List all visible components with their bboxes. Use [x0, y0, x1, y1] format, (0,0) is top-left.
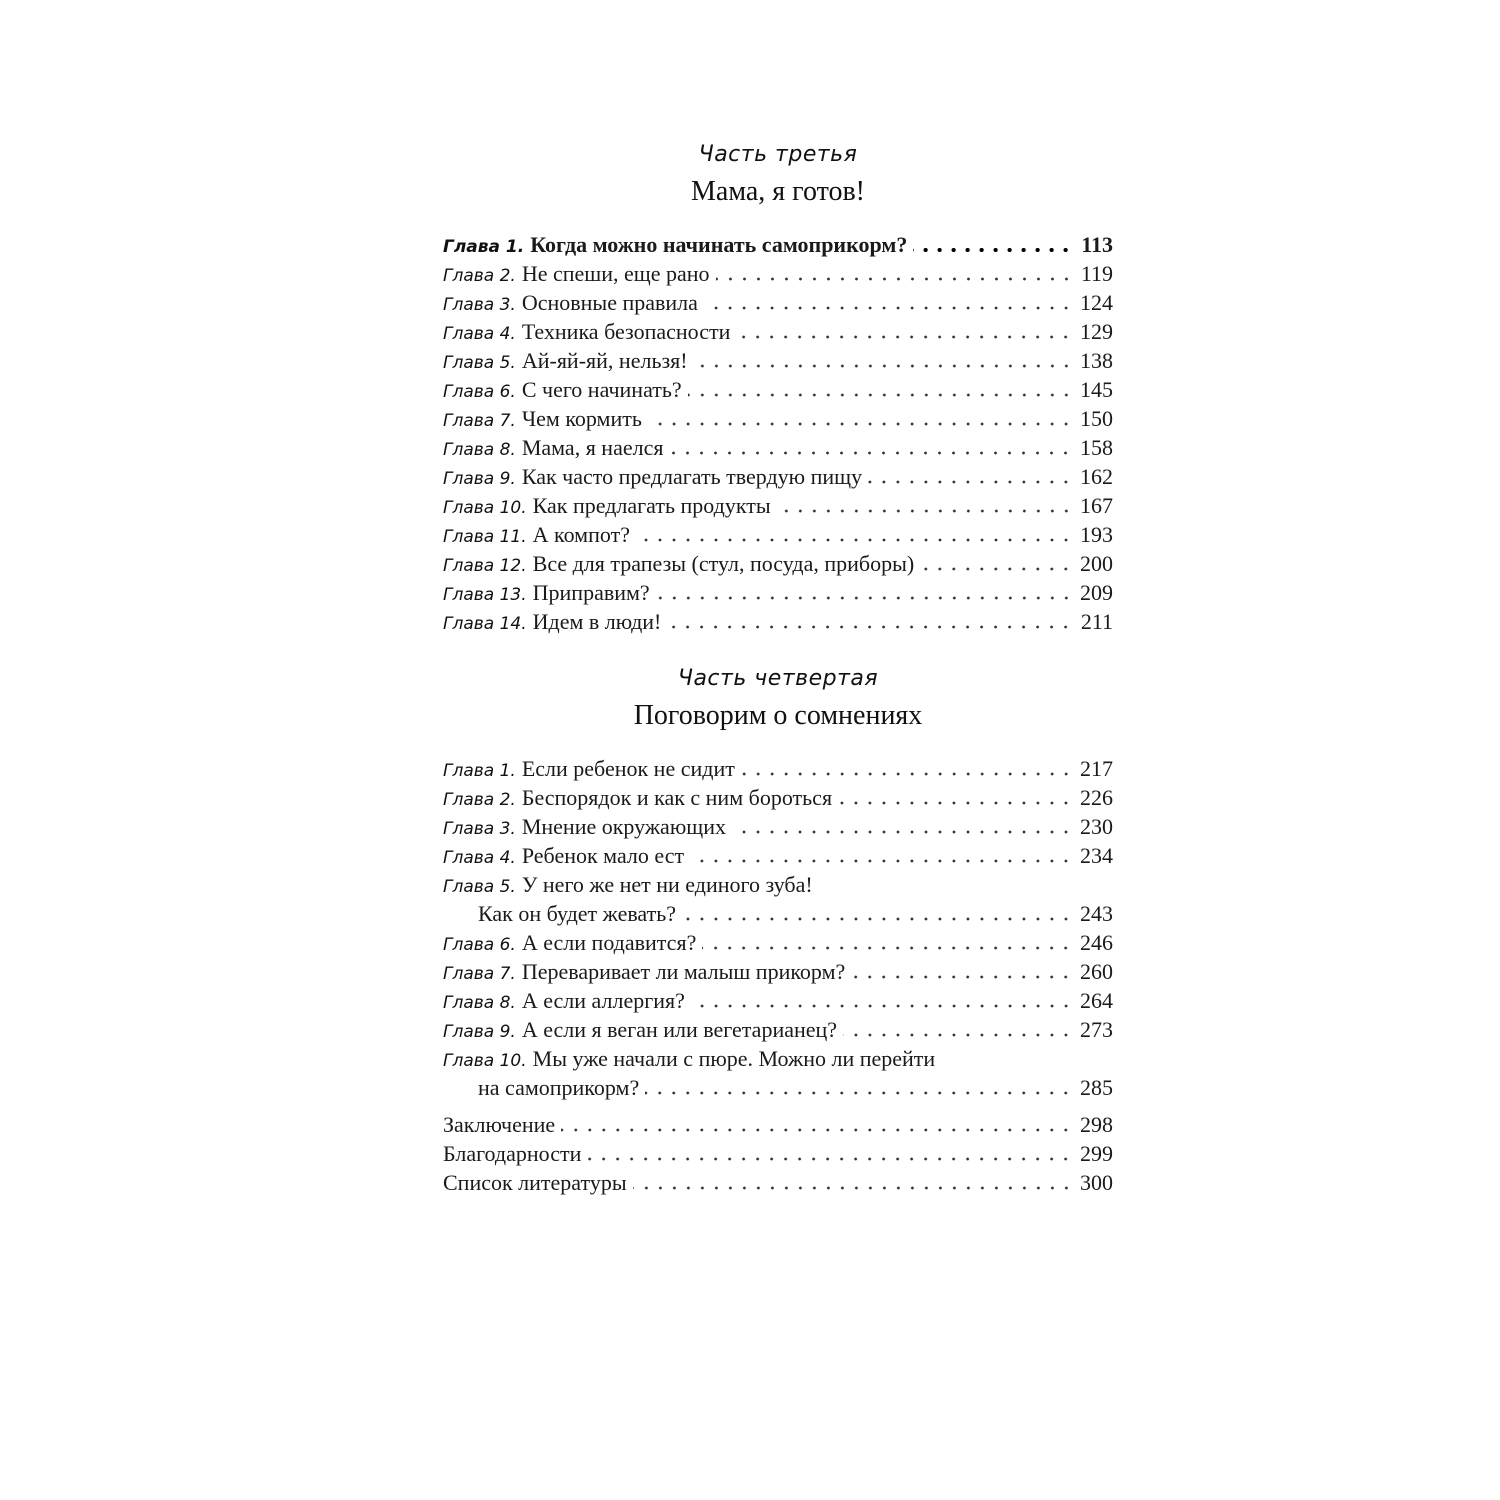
dot-leader: [732, 830, 1073, 834]
entry-title: Не спеши, еще рано: [521, 261, 710, 286]
toc-entry: [443, 812, 1113, 841]
dot-leader: [920, 567, 1073, 571]
page-number: 162: [1080, 464, 1113, 489]
toc-entry: [443, 230, 1113, 259]
dot-leader: [741, 772, 1073, 776]
entry-title: Список литературы: [443, 1170, 627, 1195]
dot-leader: [702, 946, 1073, 950]
dot-leader: [691, 1004, 1073, 1008]
toc-entry-multiline: [443, 870, 1113, 928]
toc-page: [443, 138, 1113, 1197]
chapter-label: Глава 8.: [443, 993, 516, 1013]
entry-title: Все для трапезы (стул, посуда, приборы): [532, 551, 915, 576]
entry-title: Как часто предлагать твердую пищу: [521, 464, 863, 489]
toc-entry-second-line: [443, 899, 1113, 928]
part-three-label: Часть третья: [698, 142, 858, 167]
page-number: 124: [1080, 290, 1113, 315]
toc-entry: [443, 607, 1113, 636]
entry-title: Ай-яй-яй, нельзя!: [521, 348, 688, 373]
back-matter-toc: [443, 1110, 1113, 1197]
dot-leader: [851, 975, 1073, 979]
chapter-label: Глава 2.: [443, 266, 516, 286]
entry-title: С чего начинать?: [521, 377, 682, 402]
dot-leader: [636, 538, 1073, 542]
entry-title: Беспорядок и как с ним бороться: [521, 785, 833, 810]
page-number: 260: [1080, 959, 1113, 984]
dot-leader: [669, 451, 1073, 455]
dot-leader: [690, 859, 1073, 863]
chapter-label: Глава 1.: [443, 237, 525, 257]
chapter-label: Глава 1.: [443, 761, 516, 781]
part-four-toc: [443, 754, 1113, 1102]
page-number: 167: [1080, 493, 1113, 518]
dot-leader: [838, 801, 1073, 805]
toc-entry-second-line: [443, 1073, 1113, 1102]
toc-entry: [443, 841, 1113, 870]
dot-leader: [587, 1157, 1073, 1161]
entry-title: Как предлагать продукты: [532, 493, 771, 518]
toc-entry: [443, 375, 1113, 404]
entry-title: Мама, я наелся: [521, 435, 664, 460]
dot-leader: [736, 335, 1073, 339]
toc-entry: [443, 404, 1113, 433]
chapter-label: Глава 3.: [443, 295, 516, 315]
page-number: 113: [1081, 232, 1113, 257]
toc-entry: [443, 1015, 1113, 1044]
chapter-label: Глава 13.: [443, 585, 527, 605]
dot-leader: [633, 1186, 1073, 1190]
page-number: 299: [1080, 1141, 1113, 1166]
page-number: 246: [1080, 930, 1113, 955]
toc-entry: [443, 462, 1113, 491]
entry-title-continued: на самоприкорм?: [478, 1075, 640, 1100]
page-number: 211: [1080, 609, 1113, 634]
toc-entry: [443, 520, 1113, 549]
chapter-label: Глава 8.: [443, 440, 516, 460]
page-number: 300: [1080, 1170, 1113, 1195]
dot-leader: [667, 625, 1073, 629]
page-number: 138: [1080, 348, 1113, 373]
chapter-label: Глава 6.: [443, 382, 516, 402]
chapter-label: Глава 5.: [443, 353, 516, 373]
entry-title: Заключение: [443, 1112, 556, 1137]
part-four-title: Поговорим о сомнениях: [633, 700, 923, 731]
page-number: 158: [1080, 435, 1113, 460]
dot-leader: [868, 480, 1073, 484]
toc-entry: [443, 491, 1113, 520]
chapter-label: Глава 9.: [443, 1022, 516, 1042]
entry-title: Ребенок мало ест: [521, 843, 685, 868]
chapter-label: Глава 7.: [443, 964, 516, 984]
part-three-toc: [443, 230, 1113, 636]
toc-entry: [443, 783, 1113, 812]
entry-title-continued: Как он будет жевать?: [478, 901, 677, 926]
toc-entry: [443, 317, 1113, 346]
page-number: 129: [1080, 319, 1113, 344]
toc-entry: [443, 1139, 1113, 1168]
dot-leader: [682, 917, 1073, 921]
part-three-title: Мама, я готов!: [691, 176, 865, 207]
toc-entry: [443, 957, 1113, 986]
toc-entry-first-line: [443, 1044, 1113, 1073]
toc-entry-first-line: [443, 870, 1113, 899]
page-number: 145: [1080, 377, 1113, 402]
part-four-label: Часть четвертая: [677, 666, 879, 691]
toc-entry: [443, 928, 1113, 957]
page-number: 264: [1080, 988, 1113, 1013]
entry-title: А если я веган или вегетарианец?: [521, 1017, 838, 1042]
page-number: 193: [1080, 522, 1113, 547]
toc-entry: [443, 549, 1113, 578]
toc-entry: [443, 1110, 1113, 1139]
entry-title: А если подавится?: [521, 930, 697, 955]
entry-title: Когда можно начинать самоприкорм?: [530, 232, 908, 257]
chapter-label: Глава 14.: [443, 614, 527, 634]
page-number: 234: [1080, 843, 1113, 868]
chapter-label: Глава 9.: [443, 469, 516, 489]
toc-entry: [443, 986, 1113, 1015]
page-number: 217: [1080, 756, 1113, 781]
page-number: 226: [1080, 785, 1113, 810]
dot-leader: [777, 509, 1073, 513]
chapter-label: Глава 5.: [443, 877, 516, 897]
toc-entry: [443, 346, 1113, 375]
page-number: 150: [1080, 406, 1113, 431]
toc-entry-multiline: [443, 1044, 1113, 1102]
chapter-label: Глава 11.: [443, 527, 527, 547]
entry-title: А компот?: [532, 522, 630, 547]
dot-leader: [656, 596, 1073, 600]
dot-leader: [694, 364, 1073, 368]
dot-leader: [648, 422, 1073, 426]
entry-title: У него же нет ни единого зуба!: [521, 872, 813, 897]
chapter-label: Глава 12.: [443, 556, 527, 576]
toc-entry: [443, 578, 1113, 607]
dot-leader: [704, 306, 1073, 310]
page-number: 273: [1080, 1017, 1113, 1042]
entry-title: Мнение окружающих: [521, 814, 726, 839]
chapter-label: Глава 6.: [443, 935, 516, 955]
entry-title: Переваривает ли малыш прикорм?: [521, 959, 846, 984]
dot-leader: [716, 277, 1073, 281]
entry-title: Благодарности: [443, 1141, 582, 1166]
entry-title: А если аллергия?: [521, 988, 685, 1013]
page-number: 230: [1080, 814, 1113, 839]
entry-title: Техника безопасности: [521, 319, 731, 344]
entry-title: Если ребенок не сидит: [521, 756, 735, 781]
entry-title: Мы уже начали с пюре. Можно ли перейти: [532, 1046, 936, 1071]
page-number: 209: [1080, 580, 1113, 605]
chapter-label: Глава 4.: [443, 324, 516, 344]
page-number: 243: [1080, 901, 1113, 926]
page-number: 298: [1080, 1112, 1113, 1137]
entry-title: Идем в люди!: [532, 609, 662, 634]
dot-leader: [688, 393, 1073, 397]
chapter-label: Глава 10.: [443, 498, 527, 518]
page-number: 119: [1080, 261, 1113, 286]
chapter-label: Глава 7.: [443, 411, 516, 431]
page-number: 285: [1080, 1075, 1113, 1100]
entry-title: Приправим?: [532, 580, 650, 605]
dot-leader: [913, 248, 1073, 252]
chapter-label: Глава 3.: [443, 819, 516, 839]
dot-leader: [561, 1128, 1073, 1132]
page-number: 200: [1080, 551, 1113, 576]
chapter-label: Глава 4.: [443, 848, 516, 868]
dot-leader: [843, 1033, 1073, 1037]
toc-entry: [443, 288, 1113, 317]
toc-entry: [443, 1168, 1113, 1197]
dot-leader: [645, 1091, 1073, 1095]
chapter-label: Глава 2.: [443, 790, 516, 810]
toc-entry: [443, 259, 1113, 288]
chapter-label: Глава 10.: [443, 1051, 527, 1071]
toc-entry: [443, 433, 1113, 462]
toc-entry: [443, 754, 1113, 783]
entry-title: Чем кормить: [521, 406, 642, 431]
entry-title: Основные правила: [521, 290, 698, 315]
